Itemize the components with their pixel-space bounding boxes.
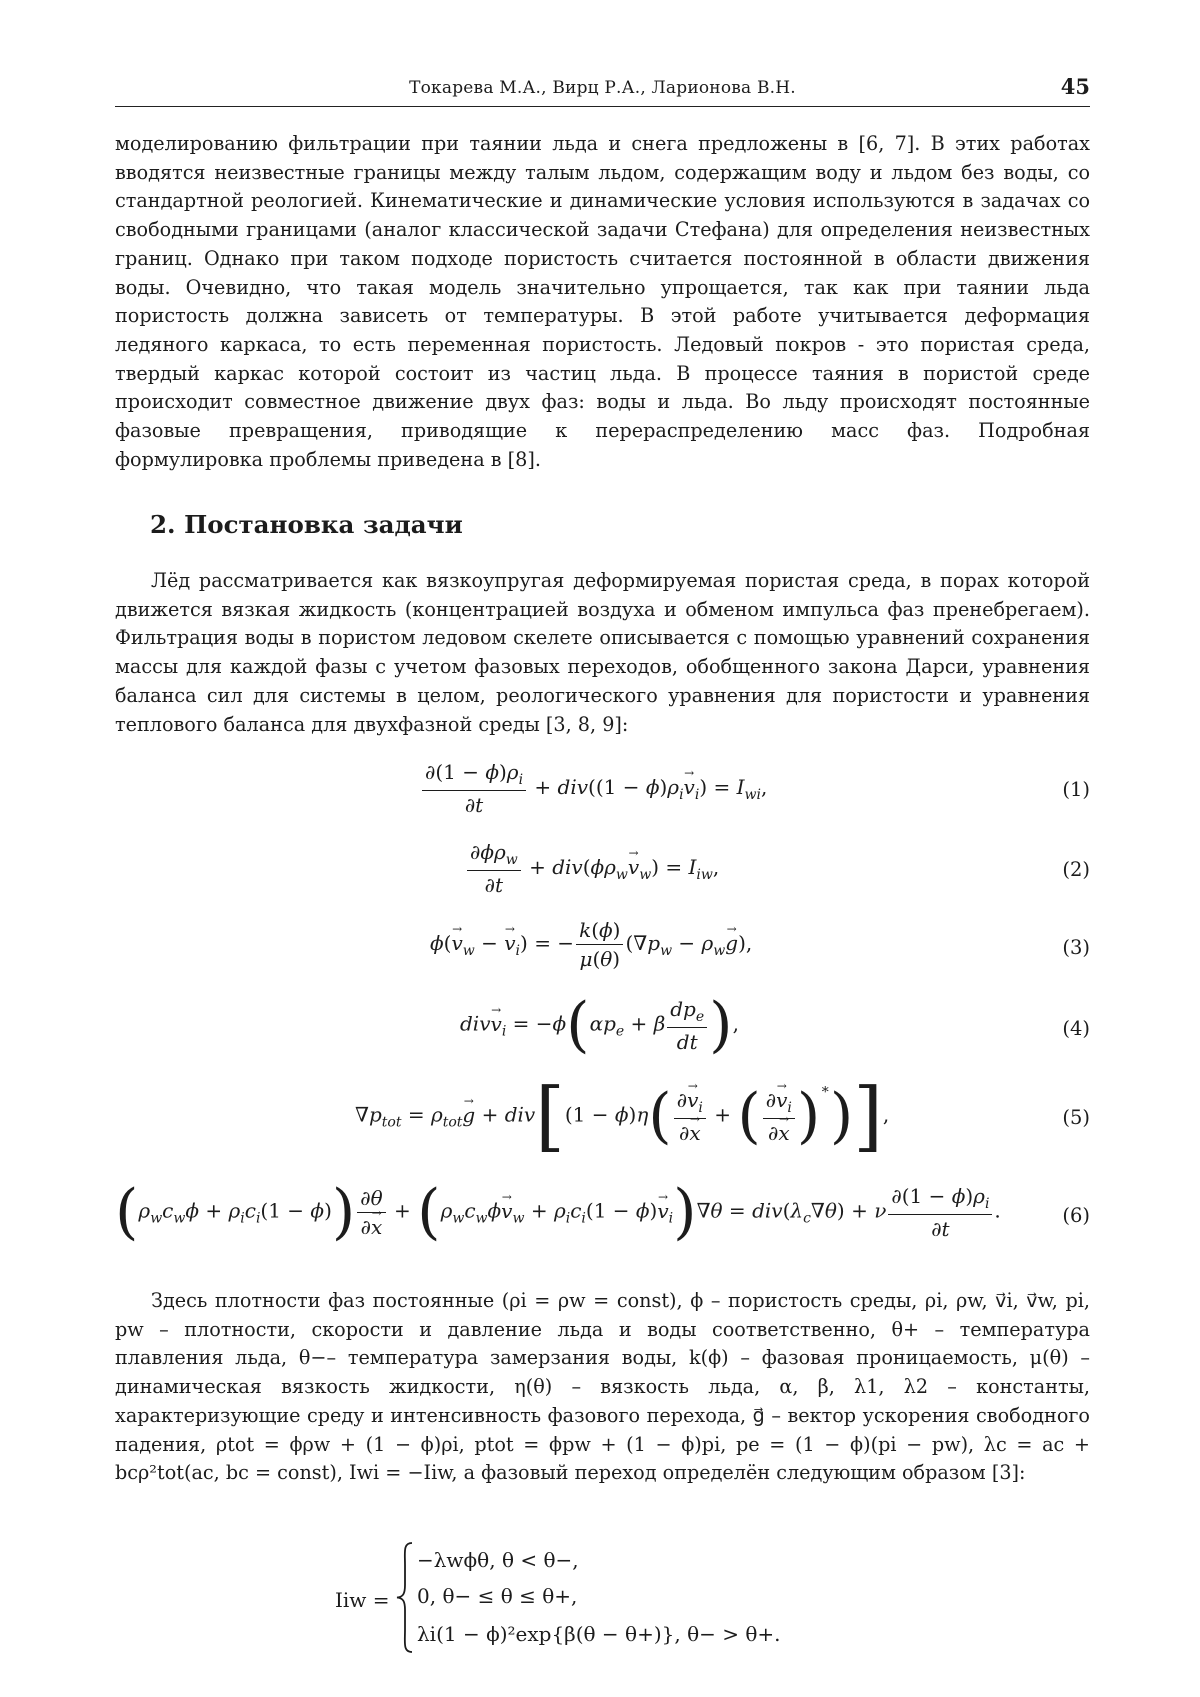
equation-4-number: (4): [1062, 1017, 1090, 1040]
left-brace-icon: [395, 1540, 415, 1655]
section-title: 2. Постановка задачи: [150, 510, 463, 539]
phase-case-2: 0, θ− ≤ θ ≤ θ+,: [417, 1584, 578, 1608]
phase-case-3: λi(1 − ϕ)²exp{β(θ − θ+)}, θ− > θ+.: [417, 1622, 781, 1646]
equation-3-number: (3): [1062, 936, 1090, 959]
equation-4: [115, 990, 1090, 1070]
phase-transition-lhs: Iiw =: [335, 1588, 390, 1612]
intro-paragraph: моделированию фильтрации при таянии льда и снега предложены в [6, 7]. В этих работах вводятся неизвестные границы между талым льдом, содержащим воду и льдом без воды, со стандартной реологией. Кинематические и динамические условия используются в задачах со свободными границами (аналог классической задачи Стефана) для определения неизвестных границ. Однако при таком подходе пористость считается постоянной в области движения воды. Очевидно, что такая модель значительно упрощается, так как при таянии льда пористость должна зависеть от температуры. В этой работе учитывается деформация ледяного каркаса, то есть переменная пористость. Ледовый покров - это пористая среда, твердый каркас которой состоит из частиц льда. В процессе таяния в пористой среде происходит совместное движение двух фаз: воды и льда. Во льду происходят постоянные фазовые превращения, приводящие к перераспределению масс фаз. Подробная формулировка проблемы приведена в [8].: [115, 132, 1090, 471]
equation-5-number: (5): [1062, 1106, 1090, 1129]
equation-3-body: $\phi(\to v_w$ − → $v_i$) = − $\frac{k(\phi)}{\mu(\theta)}$ $(\nabla p_w - \rho_w\to g)$,: [430, 918, 752, 971]
section-paragraph: Лёд рассматривается как вязкоупругая деформируемая пористая среда, в порах которой движется вязкая жидкость (концентрацией воздуха и обменом импульса фаз пренебрегаем). Фильтрация воды в пористом ледовом скелете описывается с помощью уравнений сохранения массы для каждой фазы с учетом фазовых переходов, обобщенного закона Дарси, уравнения баланса сил для системы в целом, реологического уравнения для пористости и уравнения теплового баланса для двухфазной среды [3, 8, 9]:: [115, 569, 1090, 736]
equation-2-body: $\frac{\partial\phi\rho_w}{\partial t}$ + $div(\phi\rho_w\to v_w) = I_{iw}$,: [465, 840, 719, 897]
running-header: [115, 72, 1090, 107]
header-authors: Токарева М.А., Вирц Р.А., Ларионова В.Н.: [409, 78, 796, 98]
equation-6-body: $(\rho_wc_w\phi + \rho_ic_i(1 - \phi))$ $\frac{\partial\theta}{\partial\to x}$ + $(\rho_wc_w\phi\to v_w + \rho_ic_i(1 - \phi)\to v_i)\nabla\theta = div(\lambda_c\nabla\theta) + \nu$ $\frac{\partial(1 - \phi)\rho_i}{\partial t}$ .: [115, 1182, 1001, 1242]
explanation-paragraph: Здесь плотности фаз постоянные (ρi = ρw = const), ϕ – пористость среды, ρi, ρw, v⃗i, v⃗w, pi, pw – плотности, скорости и давление льда и воды соответственно, θ+ – температура плавления льда, θ−– температура замерзания воды, k(ϕ) – фазовая проницаемость, μ(θ) – динамическая вязкость жидкости, η(θ) – вязкость льда, α, β, λ1, λ2 – константы, характеризующие среду и интенсивность фазового перехода, g⃗ – вектор ускорения свободного падения, ρtot = ϕρw + (1 − ϕ)ρi, ptot = ϕpw + (1 − ϕ)pi, pe = (1 − ϕ)(pi − pw), λc = ac + bcρ²tot(ac, bc = const), Iwi = −Iiw, а фазовый переход определён следующим образом [3]:: [115, 1289, 1090, 1485]
equation-5: [115, 1071, 1090, 1168]
equation-1-number: (1): [1062, 778, 1090, 801]
equation-5-body: $\nabla p_{tot} = \rho_{tot}\to g + div[(1 - \phi)\eta$( $\frac{\partial\to v_i}{\partial\to x}$ + ( $\frac{\partial\to v_i}{\partial\to x}$ )∗)],: [355, 1078, 889, 1154]
phase-case-1: −λwϕθ, θ < θ−,: [417, 1548, 579, 1572]
equation-6-number: (6): [1062, 1204, 1090, 1227]
equation-1: [115, 760, 1090, 830]
equation-2-number: (2): [1062, 858, 1090, 881]
page-number: 45: [1060, 74, 1090, 99]
equation-6: [115, 1177, 1090, 1262]
equation-3: [115, 918, 1090, 988]
equation-1-body: $\frac{\partial(1 - \phi)\rho_i}{\partial t}$ + $div((1 - \phi)\rho_i\to v_i) = I_{wi}$,: [420, 760, 767, 817]
equation-4-body: $div\to v_i = -\phi(\alpha p_e + \beta$ $\frac{dp_e}{dt}$ ),: [460, 995, 739, 1055]
equation-2: [115, 840, 1090, 910]
